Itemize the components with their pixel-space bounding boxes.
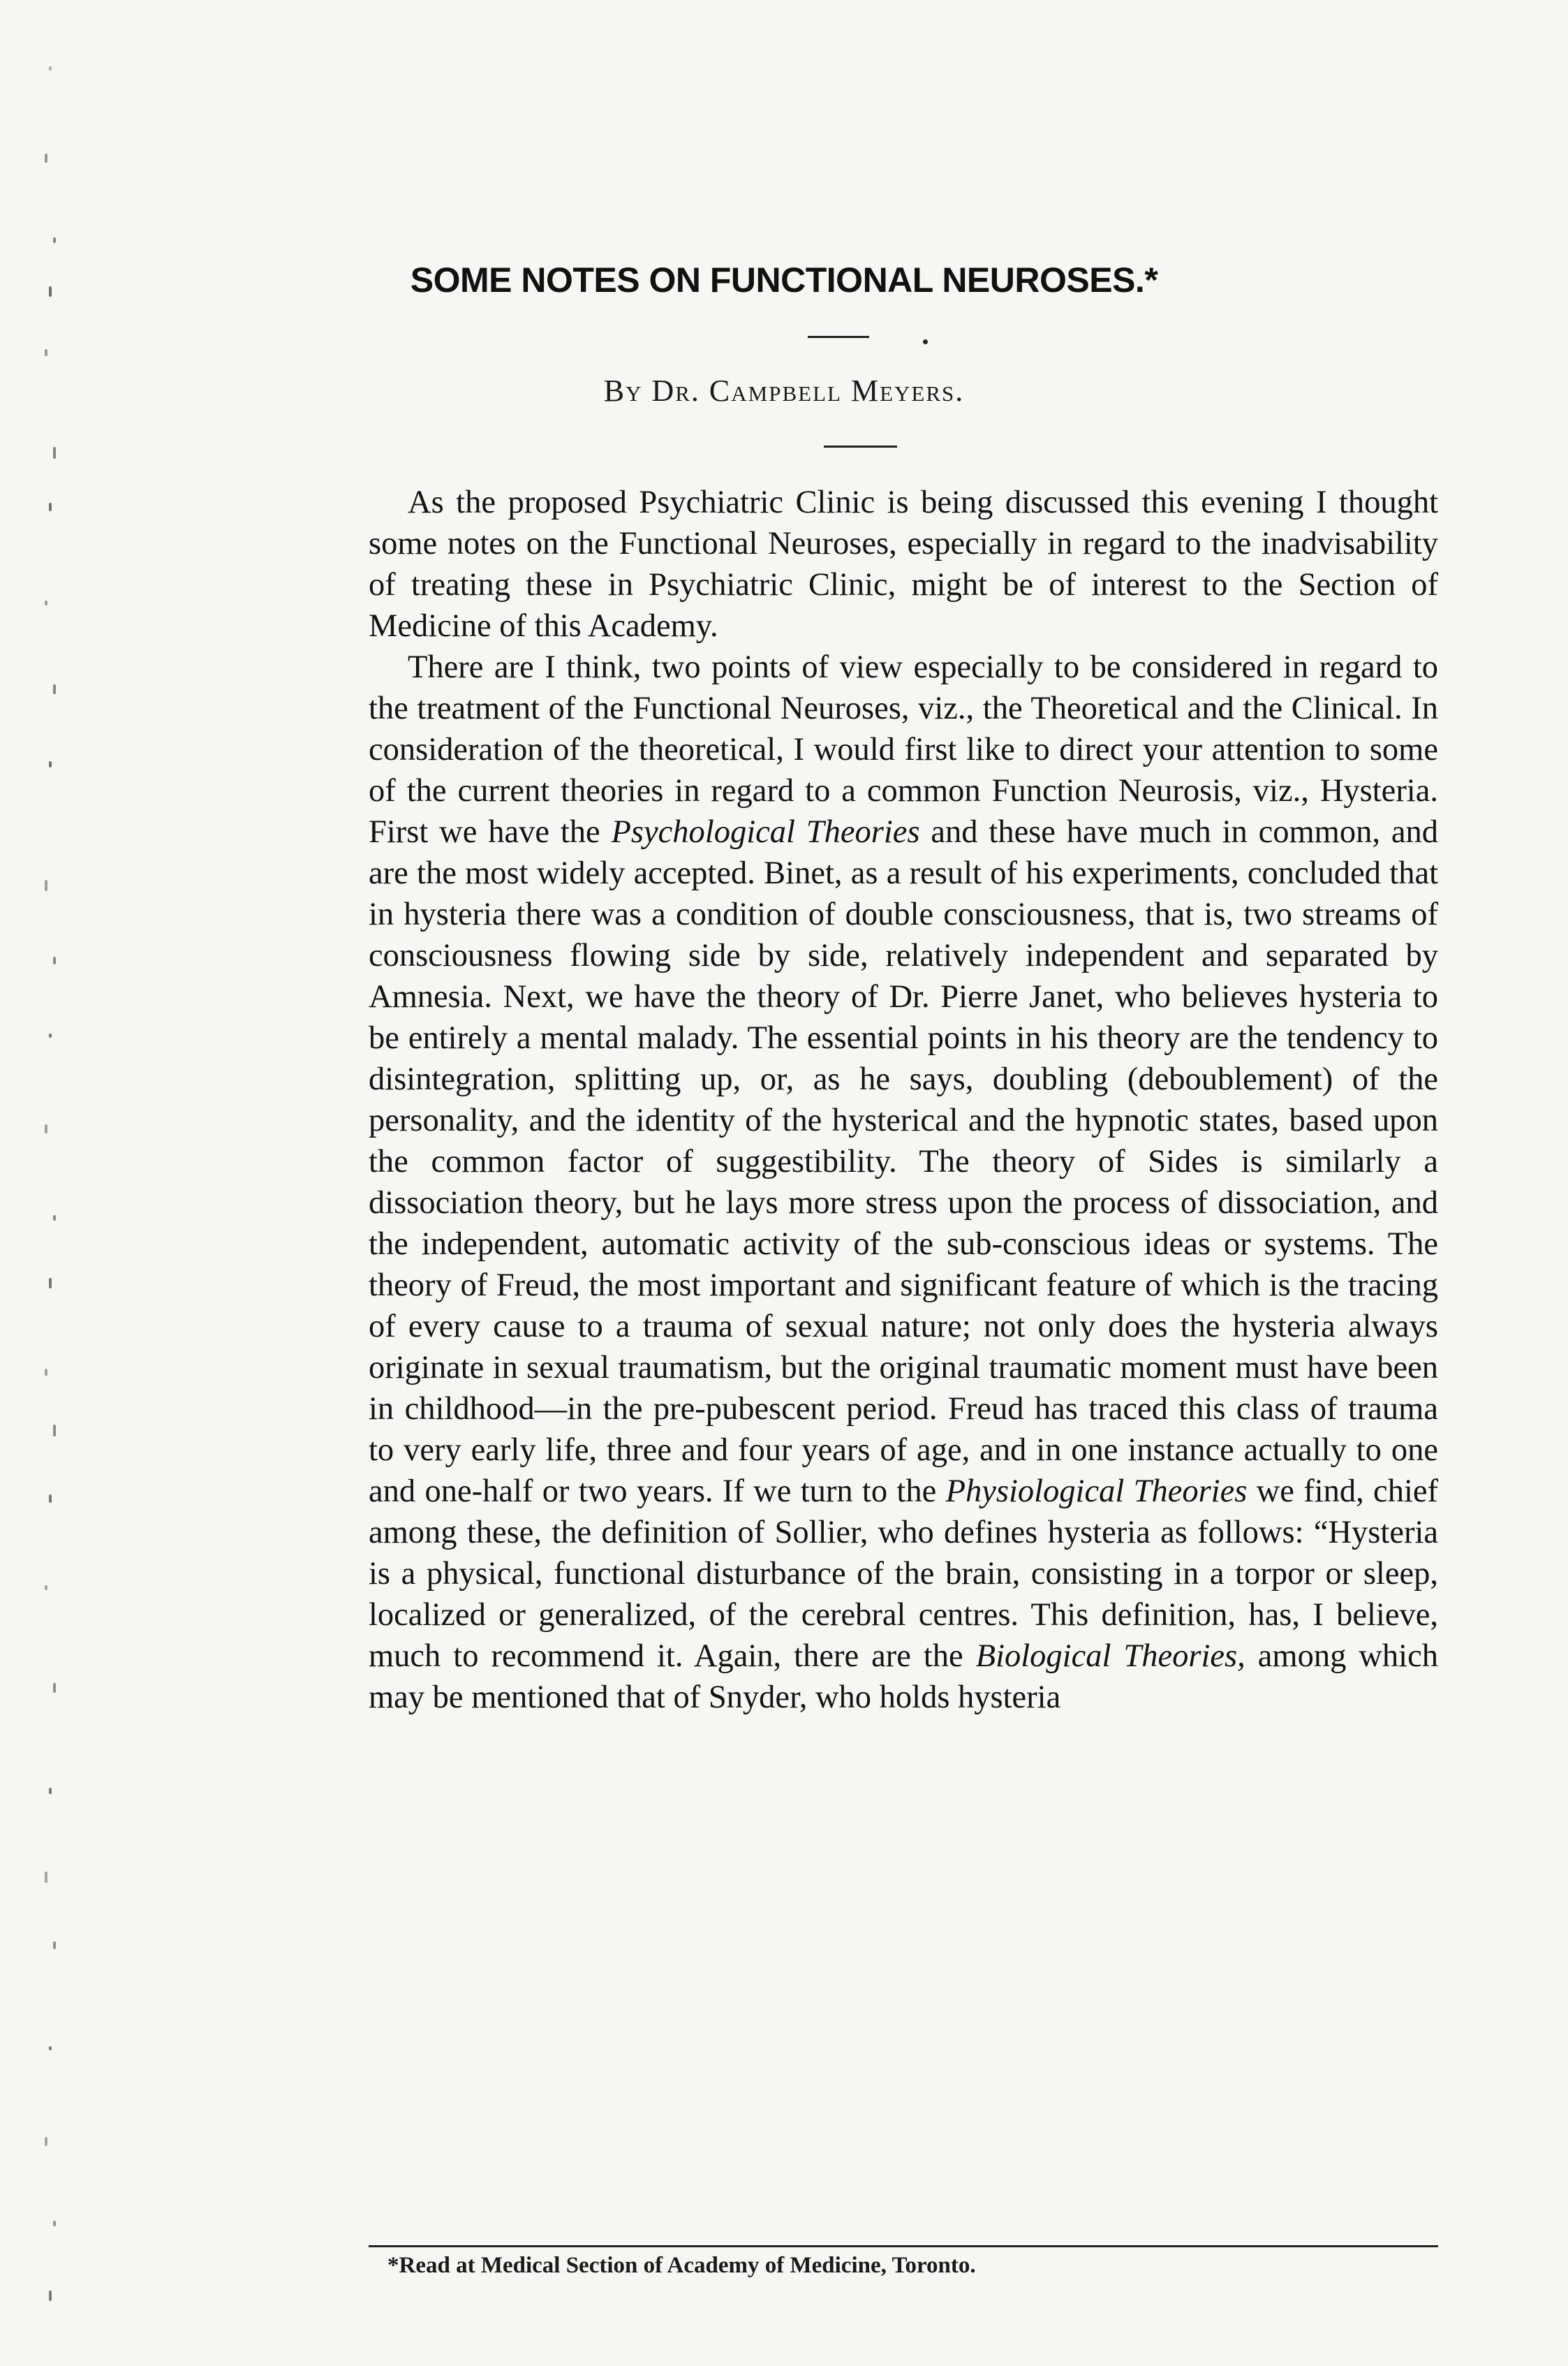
text-run: and these have much in common, and are the most widely accepted. Binet, as a result of his experiments, concluded that in hysteria there was a condition of double consciousness, that is, two streams of consciousness flowing side by side, relatively independent and separated by Amnesia. Next, we have the theory of Dr. Pierre Janet, who believes hysteria to be entirely a mental malady. The essential points in his theory are the tendency to disintegration, splitting up, or, as he says, doubling (deboublement) of the personality, and the identity of the hysterical and the hypnotic states, based upon the common factor of suggestibility. The theory of Sides is similarly a dissociation theory, but he lays more stress upon the process of dissociation, and the independent, automatic activity of the sub-conscious ideas or systems. The theory of Freud, the most important and significant feature of which is the tracing of every cause to a trauma of sexual nature; not only does the hysteria always originate in sexual traumatism, but the original traumatic moment must have been in childhood—in the pre-pubescent period. Freud has traced this class of trauma to very early life, three and four years of age, and in one instance actually to one and one-half or two years. If we turn to the	[369, 814, 1438, 1509]
scan-speck	[49, 2291, 52, 2301]
scan-speck	[45, 1585, 47, 1590]
rule-dot	[923, 339, 928, 344]
scan-speck	[53, 237, 56, 243]
scan-speck	[53, 684, 56, 694]
scan-speck	[45, 1124, 47, 1133]
scan-speck	[53, 1941, 56, 1949]
scan-speck	[53, 447, 56, 459]
scan-speck	[49, 1494, 52, 1503]
scan-speck	[45, 349, 47, 356]
scan-speck	[49, 2046, 52, 2050]
scan-speck	[53, 1425, 56, 1436]
text-run: As the proposed Psychiatric Clinic is being discussed this evening I thought some notes on the Functional Neuroses, especially in regard to the inadvisability of treating these in Psychiatric Clinic, might be of interest to the Section of Medicine of this Academy.	[369, 485, 1438, 644]
scan-speck	[49, 761, 52, 767]
scan-speck	[45, 880, 47, 891]
italic-term: Physiological Theories	[945, 1474, 1248, 1509]
scan-speck	[53, 1683, 56, 1693]
scan-speck	[45, 2137, 47, 2146]
body-paragraph	[369, 482, 1438, 647]
italic-term: Psychological Theories	[611, 814, 920, 850]
article-title: SOME NOTES ON FUNCTIONAL NEUROSES.*	[410, 260, 1158, 300]
byline-rule	[824, 446, 897, 448]
footnote-rule	[369, 2245, 1438, 2247]
scan-speck	[45, 1369, 47, 1376]
scan-speck	[53, 957, 56, 964]
footnote: *Read at Medical Section of Academy of Medicine, Toronto.	[387, 2253, 976, 2278]
title-rule	[808, 336, 869, 338]
scan-speck	[49, 1034, 52, 1038]
scan-speck	[53, 2221, 56, 2226]
text-run: among which may be mentioned that of Snyder, who holds hysteria	[369, 1638, 1438, 1715]
text-run: There are I think, two points of view especially to be considered in regard to the treatment of the Functional Neuroses, viz., the Theoretical and the Clinical. In consideration of the theoretical, I would first like to direct your attention to some of the current theories in regard to a common Function Neurosis, viz., Hysteria. First we have the	[369, 649, 1438, 850]
scan-speck	[53, 1215, 56, 1221]
italic-term: Biological Theories,	[975, 1638, 1245, 1674]
scan-speck	[45, 1872, 47, 1883]
scan-speck	[45, 154, 47, 163]
scan-speck	[49, 66, 52, 71]
article-byline: By Dr. Campbell Meyers.	[603, 374, 965, 408]
body-paragraph	[369, 647, 1438, 1718]
text-run: we find, chief among these, the definition of Sollier, who defines hysteria as follows: “Hysteria is a physical, functional disturbance of the brain, consisting in a torpor or sleep, localized or generalized, of the cerebral centres. This definition, has, I believe, much to recommend it. Again, there are the	[369, 1474, 1438, 1674]
scan-speck	[49, 503, 52, 511]
scan-speck	[49, 1278, 52, 1288]
article-body	[369, 482, 1438, 1718]
scan-speck	[49, 1788, 52, 1794]
scan-speck	[45, 601, 47, 605]
